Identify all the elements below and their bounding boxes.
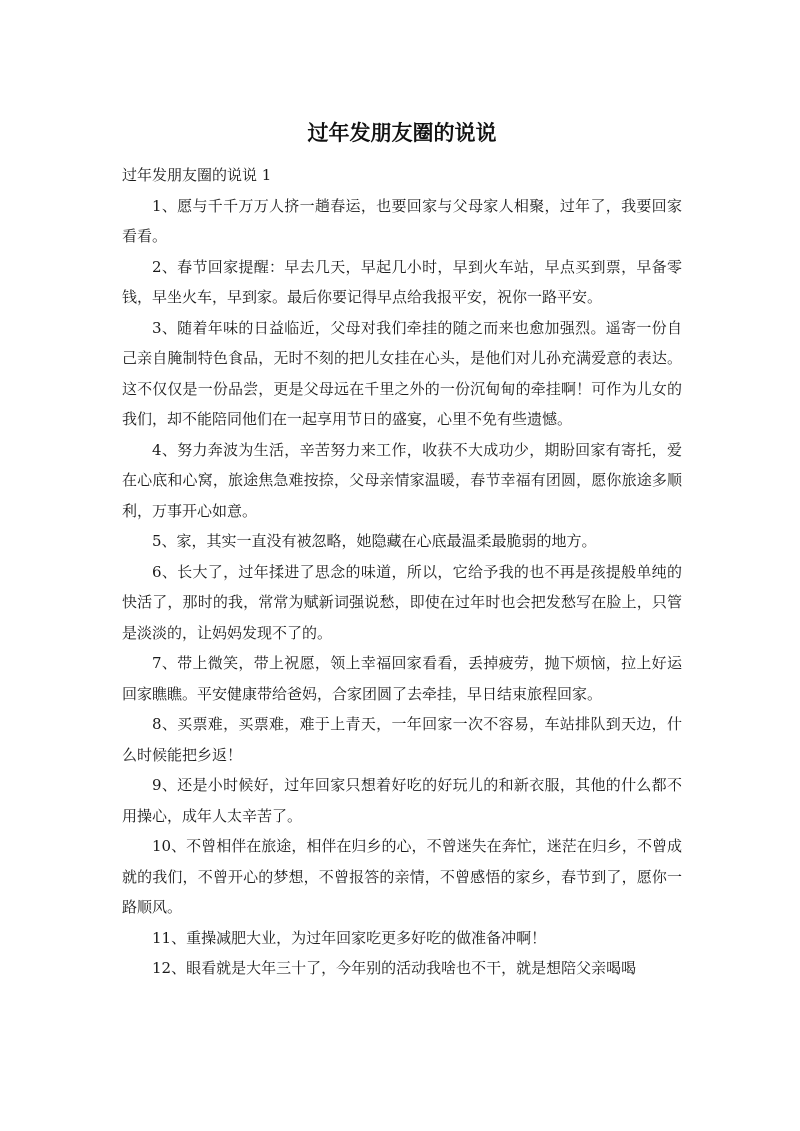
paragraph-10: 10、不曾相伴在旅途，相伴在归乡的心，不曾迷失在奔忙，迷茫在归乡，不曾成就的我们，不曾开心的梦想，不曾报答的亲情，不曾感悟的家乡，春节到了，愿你一路顺风。 [122,837,682,916]
paragraph-5: 5、家，其实一直没有被忽略，她隐藏在心底最温柔最脆弱的地方。 [152,532,597,550]
document-content [122,118,682,984]
paragraph-11: 11、重操减肥大业，为过年回家吃更多好吃的做准备冲啊！ [152,928,547,947]
paragraph-2: 2、春节回家提醒：早去几天，早起几小时，早到火车站，早点买到票，早备零钱，早坐火车，早到家。最后你要记得早点给我报平安，祝你一路平安。 [122,257,682,306]
paragraph-7: 7、带上微笑，带上祝愿，领上幸福回家看看，丢掉疲劳，抛下烦恼，拉上好运回家瞧瞧。平安健康带给爸妈，合家团圆了去牵挂，早日结束旅程回家。 [122,654,682,703]
paragraph-4: 4、努力奔波为生活，辛苦努力来工作，收获不大成功少，期盼回家有寄托，爱在心底和心窝，旅途焦急难按捺，父母亲情家温暖，春节幸福有团圆，愿你旅途多顺利，万事开心如意。 [122,440,682,520]
paragraph-8: 8、买票难，买票难，难于上青天，一年回家一次不容易，车站排队到天边，什么时候能把乡返！ [122,715,682,764]
section-subtitle: 过年发朋友圈的说说 1 [122,166,272,184]
paragraph-12: 12、眼看就是大年三十了，今年别的活动我啥也不干，就是想陪父亲喝喝 [152,959,637,977]
paragraph-3: 3、随着年味的日益临近，父母对我们牵挂的随之而来也愈加强烈。遥寄一份自己亲自腌制特色食品，无时不刻的把儿女挂在心头，是他们对儿孙充满爱意的表达。这不仅仅是一份品尝，更是父母远在千里之外的一份沉甸甸的牵挂啊！可作为儿女的我们，却不能陪同他们在一起享用节日的盛宴，心里不免有些遗憾。 [122,318,682,428]
paragraph-1: 1、愿与千千万万人挤一趟春运，也要回家与父母家人相聚，过年了，我要回家看看。 [122,196,682,245]
paragraph-9: 9、还是小时候好，过年回家只想着好吃的好玩儿的和新衣服，其他的什么都不用操心，成年人太辛苦了。 [122,776,682,825]
paragraph-6: 6、长大了，过年揉进了思念的味道，所以，它给予我的也不再是孩提般单纯的快活了，那时的我，常常为赋新词强说愁，即使在过年时也会把发愁写在脸上，只管是淡淡的，让妈妈发现不了的。 [122,562,682,642]
document-title: 过年发朋友圈的说说 [307,121,497,145]
